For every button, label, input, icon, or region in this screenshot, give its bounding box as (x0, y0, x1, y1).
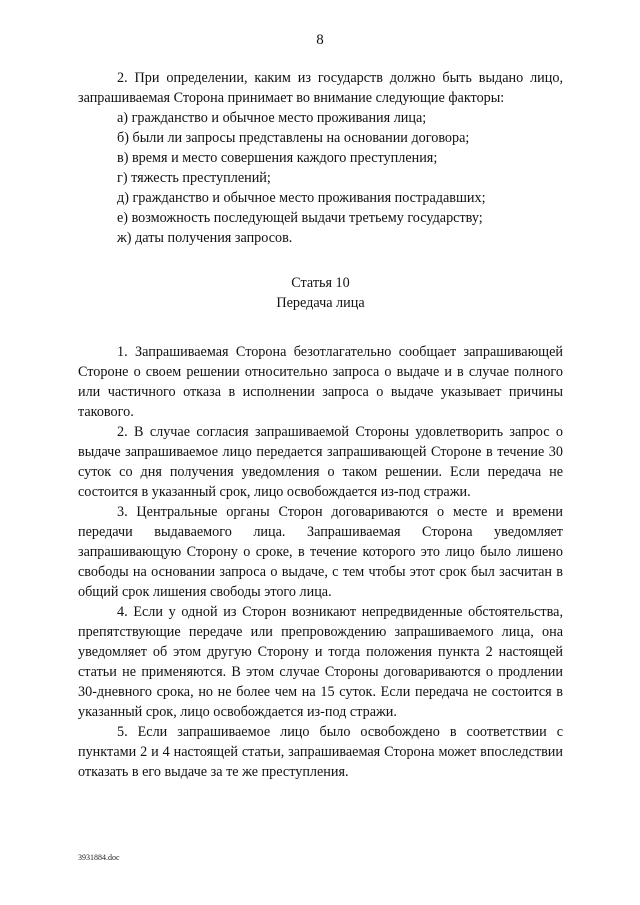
article-number: Статья 10 (291, 275, 350, 291)
list-item: е) возможность последующей выдачи третьему государству; (117, 210, 483, 226)
list-item: а) гражданство и обычное место проживания лица; (117, 110, 427, 126)
page-number: 8 (316, 32, 324, 48)
article-title: Передача лица (276, 295, 365, 311)
article-paragraph-2: 2. В случае согласия запрашиваемой Стороны удовлетворить запрос о выдаче запрашиваемое лицо передается запрашивающей Стороне в течение 30 суток со дня получения уведомления о таком решении. Если передача не состоится в указанный срок, лицо освобождается из-под стражи. (78, 424, 563, 500)
article-paragraph-4: 4. Если у одной из Сторон возникают непредвиденные обстоятельства, препятствующие передаче или препровождению запрашиваемого лица, она уведомляет об этом другую Сторону и тогда положения пункта 2 настоящей статьи не применяются. В этом случае Стороны договариваются о продлении 30-дневного срока, но не более чем на 15 суток. Если передача не состоится в указанный срок, лицо освобождается из-под стражи. (78, 604, 563, 720)
list-item: г) тяжесть преступлений; (117, 170, 271, 186)
list-item: б) были ли запросы представлены на основании договора; (117, 130, 470, 146)
paragraph-2-intro: 2. При определении, каким из государств должно быть выдано лицо, запрашиваемая Сторона принимает во внимание следующие факторы: (78, 70, 563, 106)
footer-file-name: 3931884.doc (78, 853, 120, 862)
list-item: в) время и место совершения каждого преступления; (117, 150, 438, 166)
document-body (78, 68, 563, 782)
list-item: ж) даты получения запросов. (117, 230, 293, 246)
article-paragraph-3: 3. Центральные органы Сторон договариваются о месте и времени передачи выдаваемого лица. Запрашиваемая Сторона уведомляет запрашивающую Сторону о сроке, в течение которого это лицо было лишено свободы на основании запроса о выдаче, с тем чтобы этот срок был засчитан в общий срок лишения свободы этого лица. (78, 504, 563, 600)
list-item: д) гражданство и обычное место проживания пострадавших; (117, 190, 486, 206)
article-paragraph-1: 1. Запрашиваемая Сторона безотлагательно сообщает запрашивающей Стороне о своем решении относительно запроса о выдаче и в случае полного или частичного отказа в исполнении запроса о выдаче указывает причины такового. (78, 344, 563, 420)
factor-list (78, 108, 563, 248)
article-paragraph-5: 5. Если запрашиваемое лицо было освобождено в соответствии с пунктами 2 и 4 настоящей статьи, запрашиваемая Сторона может впоследствии отказать в его выдаче за те же преступления. (78, 724, 563, 780)
